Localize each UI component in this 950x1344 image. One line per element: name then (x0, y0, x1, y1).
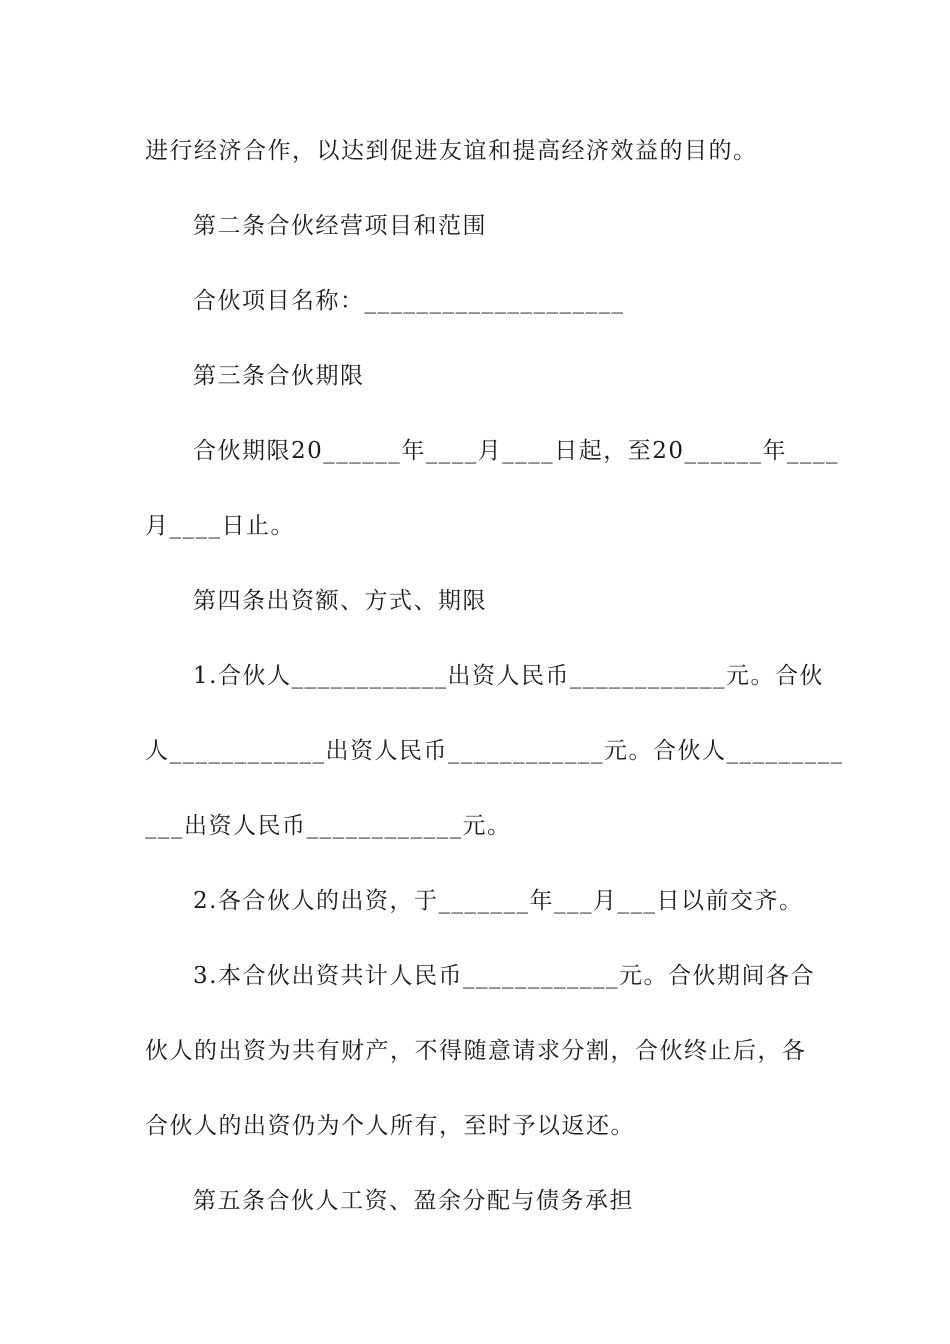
article-5-heading: 第五条合伙人工资、盈余分配与债务承担 (193, 1188, 634, 1214)
article-4-heading: 第四条出资额、方式、期限 (193, 588, 487, 614)
total-contribution-line-2: 伙人的出资为共有财产，不得随意请求分割，合伙终止后，各 (145, 1038, 807, 1064)
project-name-line: 合伙项目名称：____________________ (193, 288, 625, 314)
paragraph-line-1: 进行经济合作，以达到促进友谊和提高经济效益的目的。 (145, 138, 758, 164)
contribution-deadline-line: 2.各合伙人的出资，于_______年___月___日以前交齐。 (193, 888, 804, 914)
contribution-line-2: 人____________出资人民币____________元。合伙人_________ (145, 738, 844, 764)
term-line-1: 合伙期限20______年____月____日起，至20______年____ (193, 438, 840, 464)
contribution-line-3: ___出资人民币____________元。 (145, 813, 512, 839)
total-contribution-line-1: 3.本合伙出资共计人民币____________元。合伙期间各合 (193, 963, 815, 989)
article-2-heading: 第二条合伙经营项目和范围 (193, 213, 487, 239)
article-3-heading: 第三条合伙期限 (193, 363, 365, 389)
total-contribution-line-3: 合伙人的出资仍为个人所有，至时予以返还。 (145, 1113, 635, 1139)
contribution-line-1: 1.合伙人____________出资人民币____________元。合伙 (193, 663, 824, 689)
term-line-2: 月____日止。 (145, 513, 295, 539)
